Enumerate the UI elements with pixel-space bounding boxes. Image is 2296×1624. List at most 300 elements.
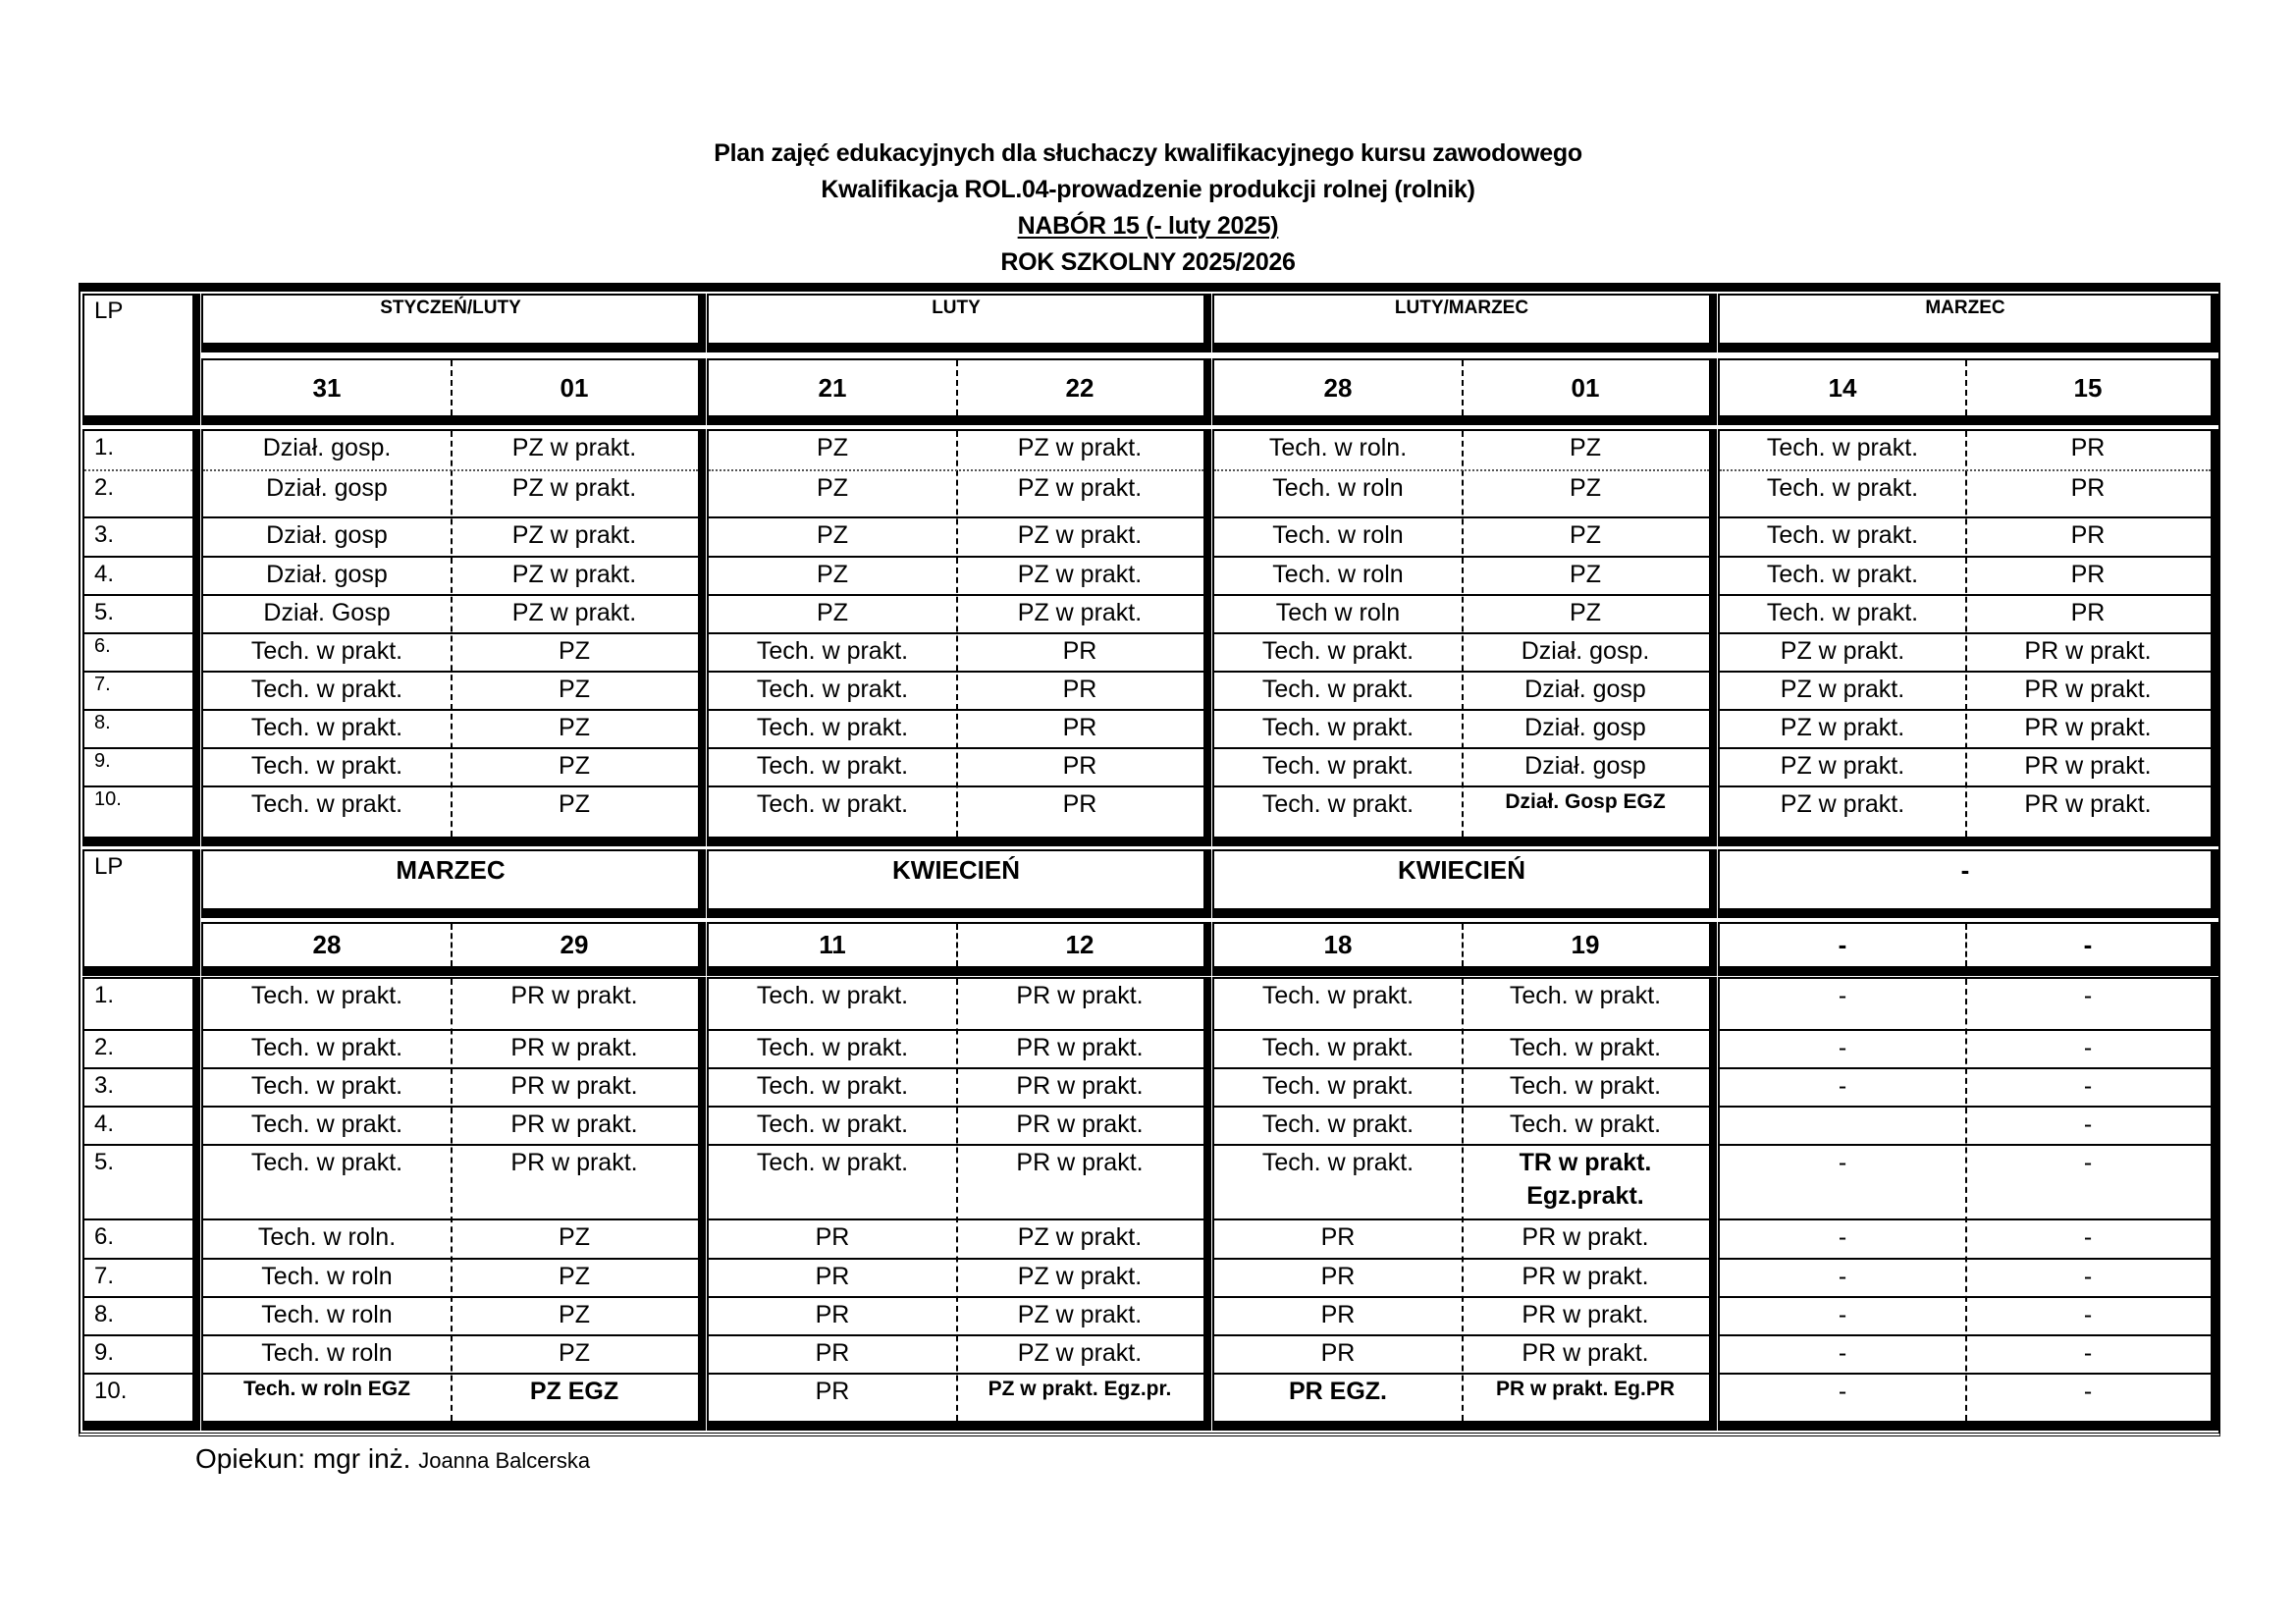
row-number: 3.: [94, 521, 115, 548]
row-divider: [1720, 1258, 2211, 1260]
schedule-cell: PR w prakt.: [2024, 752, 2152, 780]
row-divider: [84, 1334, 192, 1336]
schedule-cell: Dział. gosp: [266, 521, 388, 549]
day-label: 19: [1571, 930, 1600, 959]
schedule-cell: -: [1838, 1072, 1847, 1100]
month-label: KWIECIEŃ: [892, 855, 1020, 885]
title-line-2: Kwalifikacja ROL.04-prowadzenie produkcji rolnej (rolnik): [821, 176, 1475, 203]
row-number: 4.: [94, 561, 115, 587]
lp-header-label: LP: [94, 853, 124, 880]
lp-header-label: LP: [94, 298, 124, 324]
supervisor-label: Opiekun: mgr inż.: [195, 1443, 411, 1474]
schedule-cell: -: [1838, 982, 1847, 1009]
day-label: -: [1838, 930, 1847, 959]
row-divider: [709, 785, 1203, 787]
schedule-cell: PZ: [559, 790, 590, 818]
row-divider: [1720, 516, 2211, 518]
row-divider: [709, 671, 1203, 673]
lp-header-cell: [82, 294, 200, 425]
row-divider: [84, 556, 192, 558]
schedule-cell: PZ: [817, 599, 848, 626]
schedule-cell: PR: [815, 1378, 850, 1405]
day-group-body: [707, 977, 1211, 1431]
schedule-cell: PZ: [817, 521, 848, 549]
schedule-cell: Tech. w prakt.: [756, 1072, 909, 1100]
schedule-cell: Tech. w prakt.: [756, 1110, 909, 1138]
row-divider: [709, 469, 1203, 471]
schedule-cell: Tech. w prakt.: [1766, 434, 1919, 461]
schedule-cell: -: [2083, 1301, 2093, 1328]
schedule-cell: Tech. w prakt.: [250, 1149, 403, 1176]
title-line-1: Plan zajęć edukacyjnych dla słuchaczy kwalifikacyjnego kursu zawodowego: [714, 139, 1582, 167]
row-divider: [1214, 1106, 1709, 1108]
row-divider: [1214, 594, 1709, 596]
schedule-cell: -: [1838, 1223, 1847, 1251]
day-label: 28: [1323, 372, 1353, 403]
row-divider: [709, 747, 1203, 749]
schedule-cell: PR: [1062, 676, 1097, 703]
schedule-cell: PZ w prakt.: [1017, 1263, 1143, 1290]
schedule-cell: PZ w prakt.: [511, 434, 637, 461]
row-divider: [203, 747, 698, 749]
row-divider: [1720, 1334, 2211, 1336]
row-divider: [1214, 1373, 1709, 1375]
day-header: [707, 358, 1211, 425]
row-number: 1.: [94, 982, 115, 1008]
day-label: 31: [312, 372, 342, 403]
row-number: 8.: [94, 712, 111, 733]
supervisor-name: Joanna Balcerska: [418, 1448, 591, 1473]
row-divider: [84, 1258, 192, 1260]
row-divider: [1720, 594, 2211, 596]
schedule-cell: PZ: [817, 561, 848, 588]
schedule-cell: Tech. w prakt.: [756, 1034, 909, 1061]
row-divider: [203, 556, 698, 558]
schedule-cell: PR w prakt.: [2024, 676, 2152, 703]
day-group-body: [1718, 977, 2218, 1431]
day-group-body: [1212, 977, 1717, 1431]
row-divider: [1214, 709, 1709, 711]
day-label: 14: [1828, 372, 1857, 403]
day-header: [707, 922, 1211, 976]
schedule-cell: Tech. w prakt.: [756, 676, 909, 703]
row-divider: [709, 556, 1203, 558]
day-header: [201, 922, 706, 976]
schedule-cell: PR: [2070, 599, 2106, 626]
schedule-cell: Tech. w prakt.: [1261, 1034, 1415, 1061]
schedule-cell: PZ: [559, 714, 590, 741]
schedule-cell: PR w prakt.: [1522, 1223, 1649, 1251]
row-divider: [1720, 671, 2211, 673]
row-number: 2.: [94, 1034, 115, 1060]
row-divider: [84, 1106, 192, 1108]
day-group-body: [707, 429, 1211, 846]
row-number: 2.: [94, 474, 115, 501]
schedule-cell: PR: [1320, 1339, 1356, 1367]
schedule-cell: PZ w prakt.: [1780, 637, 1905, 665]
schedule-cell: PR: [2070, 474, 2106, 502]
day-label: 21: [818, 372, 847, 403]
row-divider: [1214, 632, 1709, 634]
schedule-cell: PZ: [559, 637, 590, 665]
day-label: 01: [560, 372, 589, 403]
schedule-cell: Tech. w prakt.: [756, 982, 909, 1009]
schedule-cell: Tech. w roln: [261, 1263, 393, 1290]
row-divider: [203, 1144, 698, 1146]
schedule-cell: PZ w prakt.: [1017, 521, 1143, 549]
schedule-cell: PR: [815, 1263, 850, 1290]
day-header: [1212, 922, 1717, 976]
row-divider: [1214, 516, 1709, 518]
row-divider: [84, 1373, 192, 1375]
day-header: [201, 358, 706, 425]
schedule-cell: PZ: [1570, 599, 1601, 626]
row-number: 9.: [94, 1339, 115, 1366]
schedule-cell: Tech. w prakt.: [1261, 1072, 1415, 1100]
schedule-cell: TR w prakt.: [1519, 1149, 1652, 1176]
schedule-cell: PZ w prakt.: [1017, 1223, 1143, 1251]
schedule-cell: PZ: [817, 474, 848, 502]
row-divider: [1720, 1067, 2211, 1069]
schedule-cell: Tech. w prakt.: [250, 1072, 403, 1100]
schedule-cell: PZ w prakt.: [1017, 1301, 1143, 1328]
schedule-cell: PZ w prakt.: [1017, 1339, 1143, 1367]
row-divider: [203, 1296, 698, 1298]
schedule-cell: -: [1838, 1149, 1847, 1176]
schedule-cell: Tech. w prakt.: [250, 1110, 403, 1138]
row-number: 8.: [94, 1301, 115, 1327]
day-group-body: [201, 429, 706, 846]
row-divider: [1214, 1067, 1709, 1069]
row-number: 10.: [94, 1378, 128, 1404]
schedule-cell: PR w prakt.: [1016, 1072, 1144, 1100]
schedule-cell: PZ w prakt.: [511, 599, 637, 626]
day-label: 01: [1571, 372, 1600, 403]
schedule-cell: Tech. w roln: [261, 1301, 393, 1328]
schedule-cell: Dział. gosp: [266, 561, 388, 588]
row-divider: [1214, 1029, 1709, 1031]
schedule-cell: PR: [815, 1223, 850, 1251]
day-group-body: [201, 977, 706, 1431]
row-divider: [709, 1029, 1203, 1031]
schedule-cell: Tech. w prakt.: [756, 714, 909, 741]
schedule-cell: Tech. w prakt.: [250, 714, 403, 741]
schedule-cell: PR: [1320, 1263, 1356, 1290]
day-label: 28: [312, 930, 342, 959]
schedule-cell: Tech. w prakt.: [1509, 1034, 1662, 1061]
row-divider: [709, 516, 1203, 518]
row-divider: [84, 632, 192, 634]
schedule-cell: Tech. w roln: [1272, 561, 1404, 588]
row-divider: [84, 594, 192, 596]
row-divider: [84, 1144, 192, 1146]
schedule-cell: PR w prakt.: [510, 1072, 638, 1100]
row-divider: [203, 1258, 698, 1260]
row-divider: [1720, 1296, 2211, 1298]
row-divider: [84, 1067, 192, 1069]
row-divider: [84, 516, 192, 518]
schedule-cell: PZ w prakt.: [1017, 599, 1143, 626]
row-divider: [1720, 1218, 2211, 1220]
schedule-cell: PZ: [1570, 434, 1601, 461]
schedule-cell: PR w prakt.: [510, 1110, 638, 1138]
schedule-cell: -: [1838, 1339, 1847, 1367]
row-divider: [203, 516, 698, 518]
row-divider: [84, 747, 192, 749]
schedule-cell: PZ w prakt.: [1780, 790, 1905, 818]
row-divider: [709, 1373, 1203, 1375]
row-divider: [1720, 469, 2211, 471]
row-divider: [1720, 709, 2211, 711]
schedule-cell: PR: [1320, 1301, 1356, 1328]
schedule-cell: -: [2083, 1034, 2093, 1061]
schedule-cell: Tech. w prakt.: [250, 752, 403, 780]
row-divider: [1720, 785, 2211, 787]
schedule-cell: PZ w prakt.: [1017, 434, 1143, 461]
row-divider: [203, 1106, 698, 1108]
day-label: 12: [1065, 930, 1095, 959]
row-divider: [1720, 1029, 2211, 1031]
schedule-cell: Tech. w prakt.: [1766, 599, 1919, 626]
row-divider: [1214, 469, 1709, 471]
row-divider: [203, 469, 698, 471]
document-header: [0, 135, 2296, 281]
schedule-cell: Tech w roln: [1275, 599, 1401, 626]
schedule-cell: Tech. w prakt.: [756, 637, 909, 665]
schedule-cell: Dział. gosp.: [262, 434, 392, 461]
row-divider: [709, 1067, 1203, 1069]
row-divider: [709, 1334, 1203, 1336]
schedule-cell: Tech. w prakt.: [756, 790, 909, 818]
row-divider: [709, 1106, 1203, 1108]
schedule-cell: -: [1838, 1378, 1847, 1405]
month-label: KWIECIEŃ: [1398, 855, 1525, 885]
schedule-table-2: [79, 845, 2220, 1436]
row-number: 1.: [94, 434, 115, 460]
schedule-cell: Tech. w prakt.: [1509, 1110, 1662, 1138]
schedule-cell: PZ w prakt.: [1780, 676, 1905, 703]
schedule-cell: PZ w prakt. Egz.pr.: [988, 1378, 1172, 1400]
row-divider: [84, 785, 192, 787]
schedule-cell: Tech. w roln: [261, 1339, 393, 1367]
month-label: -: [1960, 855, 1970, 885]
schedule-cell: PR w prakt.: [1522, 1301, 1649, 1328]
schedule-cell: PZ w prakt.: [511, 474, 637, 502]
schedule-cell: Dział. Gosp EGZ: [1505, 790, 1666, 813]
row-divider: [709, 632, 1203, 634]
row-divider: [84, 469, 192, 471]
schedule-cell: Tech. w prakt.: [1261, 714, 1415, 741]
row-number: 4.: [94, 1110, 115, 1137]
schedule-cell: Tech. w prakt.: [1261, 982, 1415, 1009]
row-number: 5.: [94, 599, 115, 625]
day-label: 11: [819, 930, 846, 959]
month-label: LUTY/MARZEC: [1394, 298, 1529, 318]
schedule-cell: PR w prakt.: [2024, 714, 2152, 741]
schedule-cell: Tech. w prakt.: [756, 1149, 909, 1176]
row-divider: [1214, 1296, 1709, 1298]
month-label: LUTY: [932, 298, 981, 318]
day-label: 15: [2073, 372, 2103, 403]
row-divider: [84, 1218, 192, 1220]
schedule-cell: PR w prakt.: [1016, 982, 1144, 1009]
schedule-cell: PR: [815, 1301, 850, 1328]
month-label: STYCZEŃ/LUTY: [380, 298, 521, 318]
row-divider: [203, 1373, 698, 1375]
month-header: [201, 294, 706, 352]
day-label: -: [2083, 930, 2093, 959]
schedule-cell: PR w prakt.: [1016, 1149, 1144, 1176]
schedule-cell: PR w prakt.: [510, 1149, 638, 1176]
schedule-cell: PR: [2070, 434, 2106, 461]
schedule-cell: PZ: [817, 434, 848, 461]
schedule-cell: Tech. w prakt.: [1261, 637, 1415, 665]
schedule-cell: PR w prakt.: [1522, 1339, 1649, 1367]
month-header: [1718, 294, 2218, 352]
schedule-cell: Tech. w roln: [1272, 521, 1404, 549]
schedule-cell: Tech. w prakt.: [250, 790, 403, 818]
footer-supervisor: [195, 1443, 590, 1475]
schedule-cell: PR w prakt.: [510, 982, 638, 1009]
row-divider: [709, 594, 1203, 596]
row-divider: [203, 1218, 698, 1220]
day-group-body: [1212, 429, 1717, 846]
row-number: 9.: [94, 750, 111, 772]
schedule-cell: -: [2083, 1223, 2093, 1251]
schedule-cell: PZ: [559, 752, 590, 780]
row-divider: [1720, 556, 2211, 558]
schedule-cell: PR w prakt.: [510, 1034, 638, 1061]
day-label: 22: [1065, 372, 1095, 403]
schedule-table-1: [79, 283, 2220, 845]
schedule-cell-extra: Egz.prakt.: [1526, 1182, 1644, 1210]
schedule-cell: Tech. w prakt.: [250, 676, 403, 703]
row-divider: [203, 1067, 698, 1069]
schedule-cell: Tech. w prakt.: [1509, 1072, 1662, 1100]
row-number: 6.: [94, 1223, 115, 1250]
row-number: 10.: [94, 788, 122, 810]
row-divider: [709, 1218, 1203, 1220]
schedule-cell: PR w prakt.: [2024, 790, 2152, 818]
schedule-cell: Dział. Gosp: [263, 599, 391, 626]
schedule-cell: Tech. w roln.: [257, 1223, 397, 1251]
schedule-cell: PZ w prakt.: [1780, 752, 1905, 780]
schedule-cell: -: [2083, 1263, 2093, 1290]
row-divider: [1214, 671, 1709, 673]
schedule-cell: -: [2083, 1149, 2093, 1176]
month-label: MARZEC: [1925, 298, 2005, 318]
schedule-cell: Tech. w prakt.: [756, 752, 909, 780]
schedule-cell: PZ w prakt.: [1780, 714, 1905, 741]
row-divider: [1720, 1373, 2211, 1375]
schedule-cell: PR: [2070, 561, 2106, 588]
month-header: [1718, 849, 2218, 918]
schedule-cell: PR: [1320, 1223, 1356, 1251]
schedule-cell: PR w prakt.: [1016, 1034, 1144, 1061]
schedule-cell: Tech. w prakt.: [1261, 752, 1415, 780]
row-divider: [709, 709, 1203, 711]
day-label: 29: [560, 930, 589, 959]
day-header: [1718, 358, 2218, 425]
schedule-cell: Dział. gosp.: [1521, 637, 1650, 665]
day-header: [1718, 922, 2218, 976]
row-divider: [709, 1258, 1203, 1260]
schedule-cell: PR EGZ.: [1288, 1378, 1387, 1405]
row-divider: [1720, 747, 2211, 749]
row-divider: [84, 671, 192, 673]
schedule-cell: PR w prakt.: [1016, 1110, 1144, 1138]
month-header: [1212, 294, 1717, 352]
row-number: 7.: [94, 674, 111, 695]
schedule-cell: PR: [1062, 714, 1097, 741]
schedule-cell: -: [2083, 1072, 2093, 1100]
schedule-cell: PR: [2070, 521, 2106, 549]
schedule-cell: -: [1838, 1263, 1847, 1290]
day-group-body: [1718, 429, 2218, 846]
day-header: [1212, 358, 1717, 425]
schedule-cell: -: [2083, 1378, 2093, 1405]
schedule-cell: Tech. w prakt.: [1509, 982, 1662, 1009]
schedule-cell: -: [2083, 982, 2093, 1009]
schedule-cell: PZ: [559, 676, 590, 703]
month-header: [707, 294, 1211, 352]
schedule-cell: PZ: [559, 1339, 590, 1367]
row-divider: [1214, 1144, 1709, 1146]
schedule-cell: PZ EGZ: [529, 1378, 619, 1405]
schedule-cell: -: [1838, 1034, 1847, 1061]
row-divider: [709, 1296, 1203, 1298]
row-divider: [1214, 1258, 1709, 1260]
schedule-cell: Tech. w prakt.: [1766, 474, 1919, 502]
schedule-cell: PZ w prakt.: [1017, 561, 1143, 588]
title-line-4: ROK SZKOLNY 2025/2026: [1000, 248, 1296, 276]
schedule-cell: Tech. w prakt.: [1261, 1149, 1415, 1176]
schedule-cell: PZ: [1570, 521, 1601, 549]
month-label: MARZEC: [396, 855, 506, 885]
row-divider: [203, 1029, 698, 1031]
row-divider: [84, 1296, 192, 1298]
schedule-cell: Tech. w prakt.: [1261, 676, 1415, 703]
row-number: 3.: [94, 1072, 115, 1099]
schedule-cell: -: [2083, 1339, 2093, 1367]
month-header: [201, 849, 706, 918]
title-line-3: NABÓR 15 (- luty 2025): [1017, 212, 1279, 240]
schedule-cell: PZ: [559, 1301, 590, 1328]
schedule-cell: Tech. w roln EGZ: [243, 1378, 410, 1400]
row-divider: [84, 1029, 192, 1031]
schedule-cell: PZ w prakt.: [511, 521, 637, 549]
schedule-cell: -: [1838, 1301, 1847, 1328]
schedule-cell: PZ: [559, 1223, 590, 1251]
schedule-cell: Dział. gosp: [1524, 676, 1646, 703]
row-divider: [203, 1334, 698, 1336]
row-divider: [1720, 632, 2211, 634]
schedule-cell: PR: [1062, 637, 1097, 665]
row-divider: [203, 594, 698, 596]
row-divider: [84, 709, 192, 711]
schedule-cell: PZ: [559, 1263, 590, 1290]
row-divider: [203, 671, 698, 673]
schedule-cell: Tech. w roln.: [1268, 434, 1408, 461]
row-divider: [1214, 556, 1709, 558]
row-divider: [1720, 1144, 2211, 1146]
row-divider: [203, 632, 698, 634]
month-header: [707, 849, 1211, 918]
schedule-cell: Dział. gosp: [266, 474, 388, 502]
schedule-cell: Tech. w prakt.: [1766, 521, 1919, 549]
schedule-cell: PZ w prakt.: [1017, 474, 1143, 502]
schedule-cell: Tech. w prakt.: [250, 982, 403, 1009]
